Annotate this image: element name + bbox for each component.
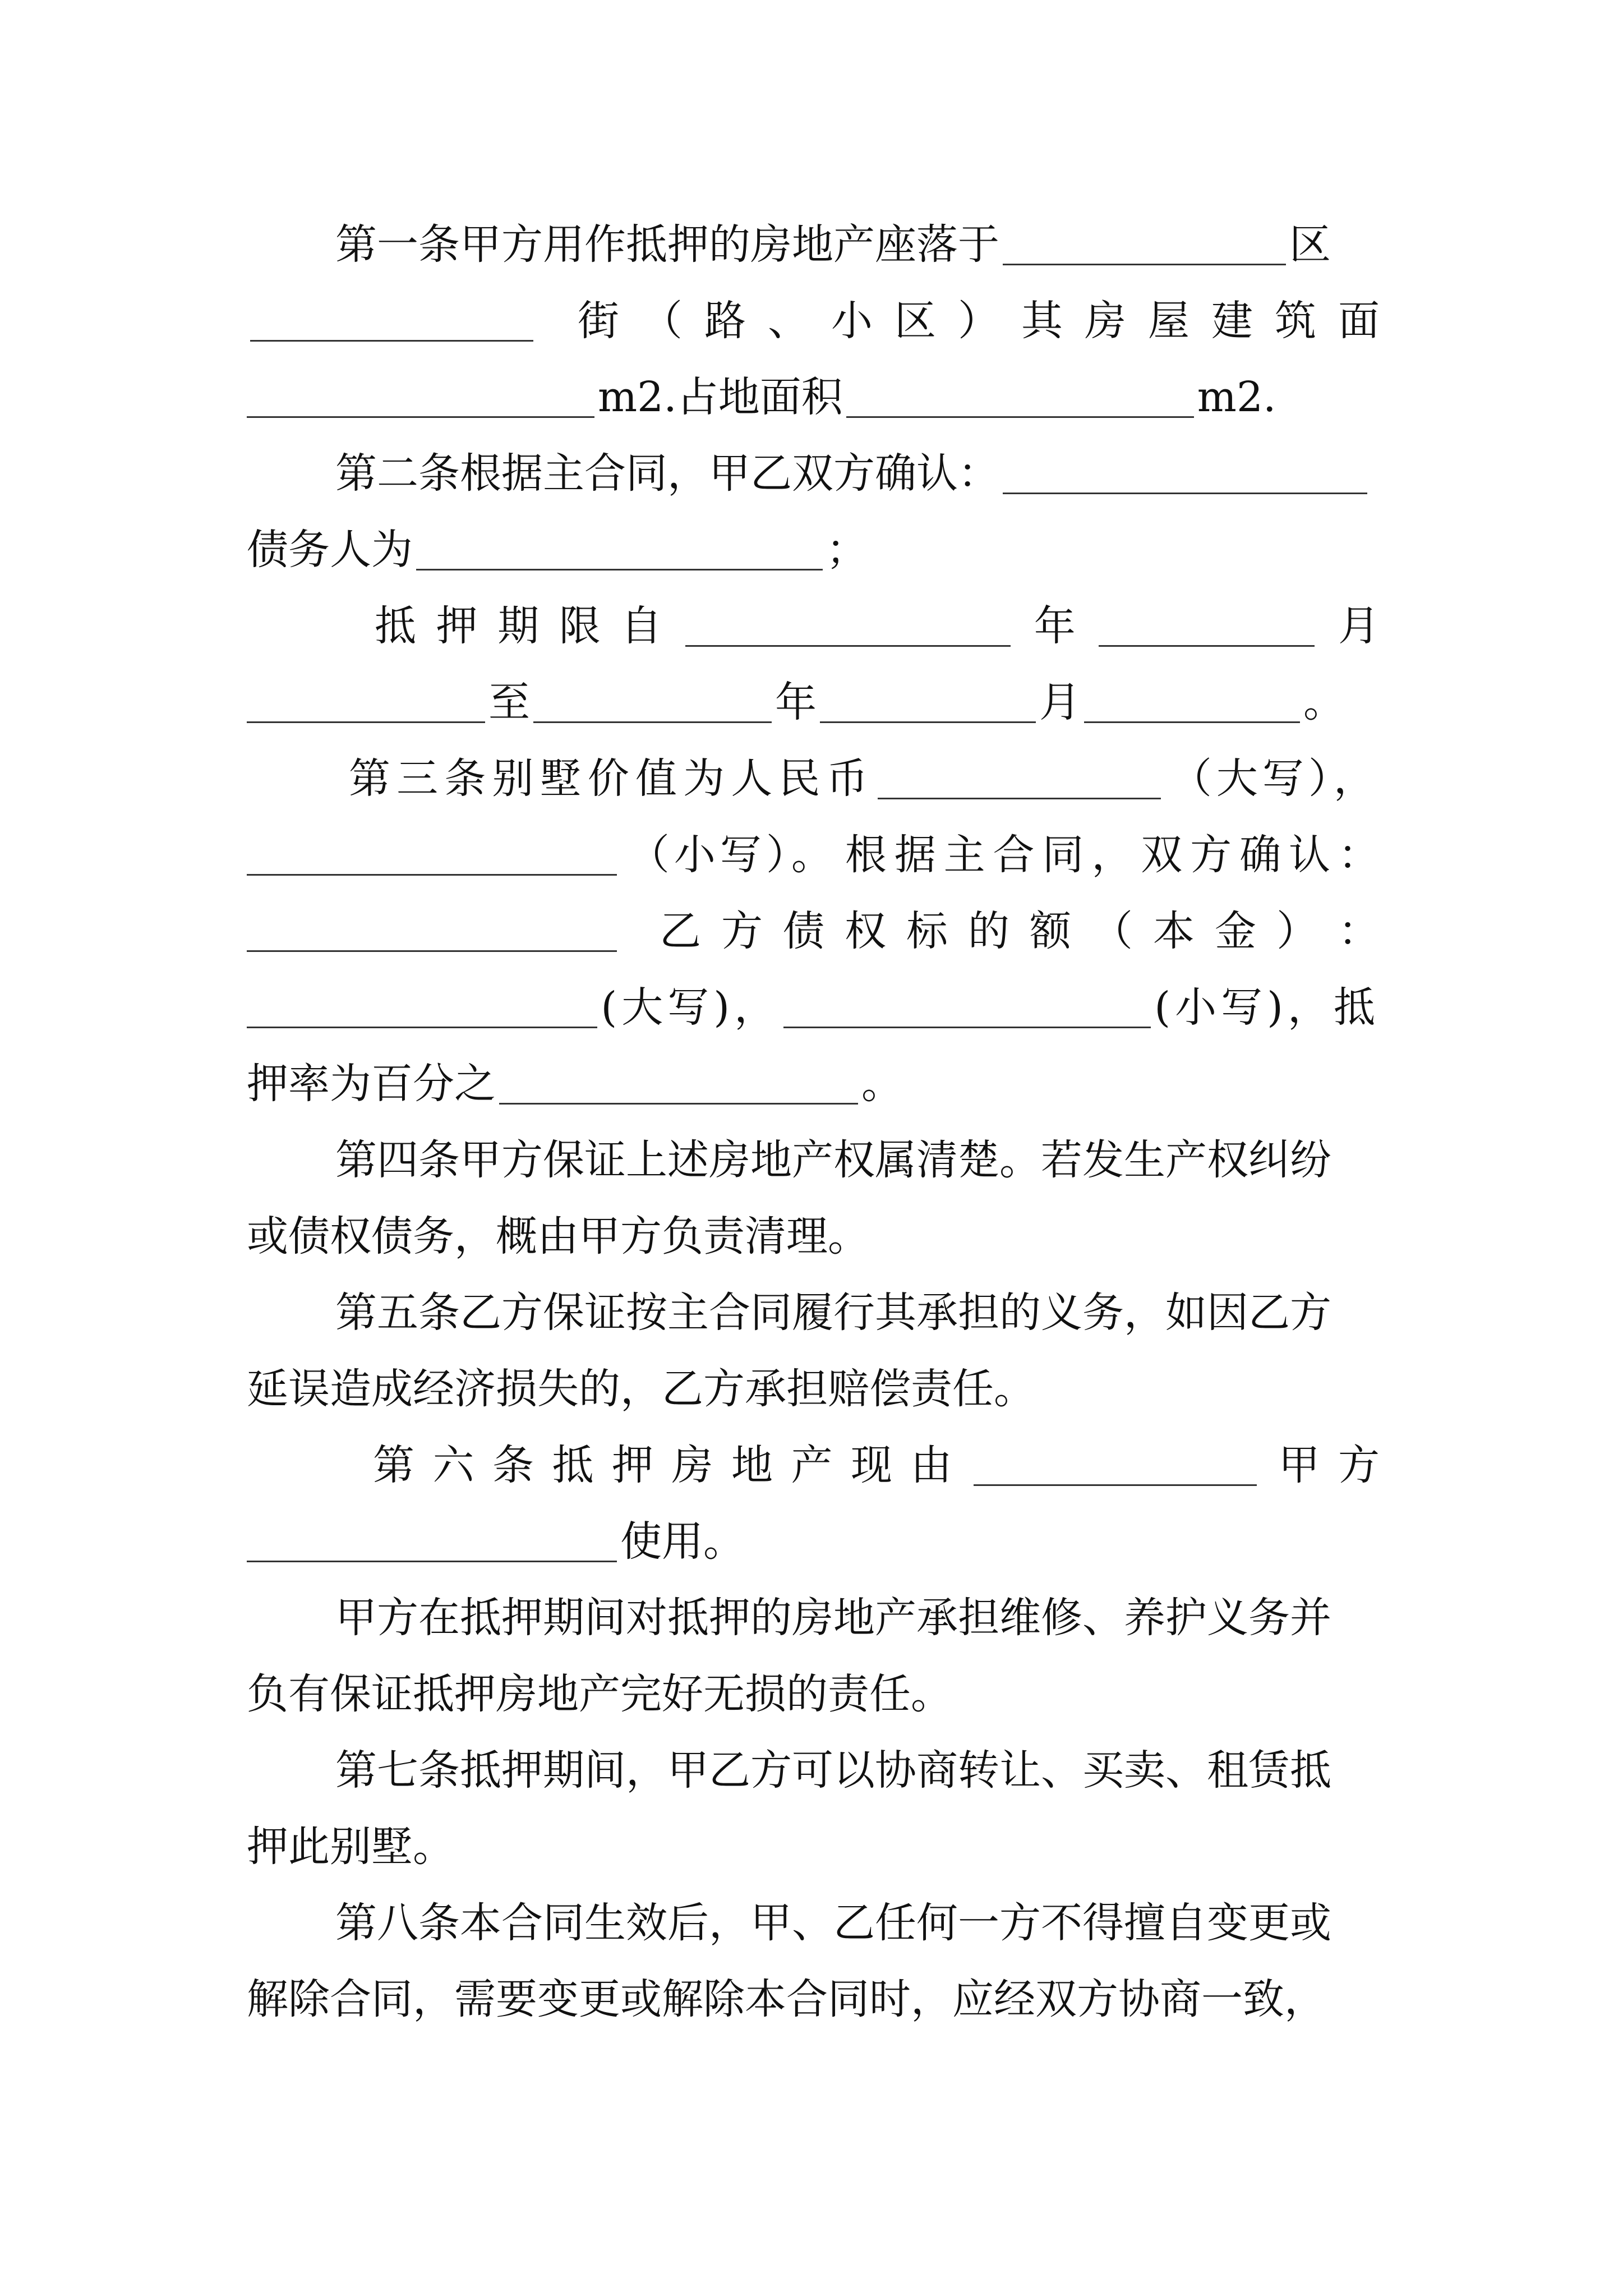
article3-line5 [247, 1050, 1380, 1117]
blank-end-day [247, 682, 485, 723]
article3-line4 [247, 974, 1380, 1041]
char: 金 [1215, 907, 1256, 955]
text: 。 [1303, 678, 1345, 726]
char: ， [1091, 831, 1133, 879]
char: ） [1276, 907, 1318, 955]
char: 限 [559, 602, 601, 650]
text: （小写）。 [628, 831, 837, 879]
char: 月 [1338, 602, 1380, 650]
text: 甲方在抵押期间对抵押的房地产承担维修、养护义务并 [335, 1594, 1331, 1642]
text: 第一条甲方用作抵押的房地产座落于 [335, 220, 999, 269]
blank-start-month [1099, 605, 1315, 646]
char: 自 [620, 602, 662, 650]
article8-line1 [335, 1889, 1380, 1957]
blank-value-lower [247, 834, 617, 875]
blank-start-year [685, 605, 1011, 646]
text: 第五条乙方保证按主合同履行其承担的义务，如因乙方 [335, 1289, 1331, 1337]
char: 主 [943, 831, 985, 879]
article8-line2 [247, 1966, 1402, 2033]
char: 合 [993, 831, 1035, 879]
blank-mortgage-rate [499, 1063, 858, 1104]
text: 押此别墅。 [247, 1823, 454, 1871]
char: 房 [1085, 297, 1126, 345]
text: 第二条根据主合同，甲乙双方确认： [335, 449, 999, 498]
char: 小 [831, 297, 873, 345]
blank-street [250, 300, 533, 341]
char: 、 [768, 297, 809, 345]
text: 债务人为 [247, 526, 413, 574]
char: 三 [396, 754, 439, 803]
char: 押 [436, 602, 478, 650]
char: 街 [578, 297, 619, 345]
char: 民 [778, 754, 820, 803]
char: 筑 [1275, 297, 1316, 345]
article3-line1 [349, 745, 1380, 812]
char: 别 [492, 754, 534, 803]
char: 墅 [540, 754, 582, 803]
blank-principal-lower [783, 987, 1151, 1028]
article4-line1 [335, 1126, 1380, 1194]
article7-line1 [335, 1737, 1380, 1804]
char: 房 [671, 1441, 713, 1489]
char: 额 [1030, 907, 1071, 955]
char: 第 [349, 754, 390, 803]
char: 押 [612, 1441, 653, 1489]
char: 现 [851, 1441, 892, 1489]
text: 负有保证抵押房地产完好无损的责任。 [247, 1670, 952, 1718]
char: 权 [845, 907, 886, 955]
article1-line3 [247, 364, 1380, 431]
article7-line2 [247, 1813, 1380, 1880]
article2-line1 [335, 440, 1380, 507]
char: 值 [635, 754, 677, 803]
char: 面 [1338, 297, 1380, 345]
article1-line1 [335, 211, 1380, 278]
article4-line2 [247, 1203, 1380, 1270]
blank-value-upper [878, 758, 1161, 799]
char: 确 [1239, 831, 1281, 879]
article5-line1 [335, 1279, 1380, 1346]
char: 抵 [375, 602, 416, 650]
char: 路 [704, 297, 746, 345]
text: (小写)，抵 [1154, 983, 1380, 1032]
text: 使用。 [620, 1517, 745, 1566]
char: 根 [845, 831, 887, 879]
article2-line4 [247, 669, 1380, 736]
text: 解除合同，需要变更或解除本合同时，应经双方协商一致， [247, 1975, 1326, 2023]
text: 第七条抵押期间，甲乙方可以协商转让、买卖、租赁抵 [335, 1746, 1331, 1795]
char: 期 [497, 602, 540, 650]
char: 屋 [1148, 297, 1189, 345]
char: 币 [826, 754, 868, 803]
text: 区 [1289, 220, 1331, 269]
char: 方 [721, 907, 763, 955]
text: 月 [1039, 678, 1081, 726]
maintenance-line2 [247, 1660, 1380, 1728]
char: 同 [1042, 831, 1084, 879]
char: 为 [683, 754, 725, 803]
char: 由 [910, 1441, 952, 1489]
char: 价 [587, 754, 629, 803]
text: 延误造成经济损失的，乙方承担赔偿责任。 [247, 1365, 1035, 1413]
article2-line2 [247, 516, 1380, 583]
char: 抵 [552, 1441, 594, 1489]
text: 第四条甲方保证上述房地产权属清楚。若发生产权纠纷 [335, 1136, 1331, 1184]
char: ： [1338, 831, 1380, 879]
char: 方 [1190, 831, 1232, 879]
text: 占地面积 [676, 373, 843, 421]
blank-end-year [533, 682, 772, 723]
text: 年 [775, 678, 817, 726]
blank-end-month [820, 682, 1036, 723]
article2-line3 [375, 592, 1380, 660]
char: 方 [1338, 1441, 1380, 1489]
text: ； [826, 526, 868, 574]
article1-line2 [247, 287, 1380, 355]
blank-usage [247, 1521, 617, 1562]
text: (大写)， [601, 983, 781, 1032]
text: 第八条本合同生效后，甲、乙任何一方不得擅自变更或 [335, 1899, 1331, 1947]
article6-line1 [373, 1432, 1380, 1499]
char: 认 [1288, 831, 1330, 879]
char: 年 [1034, 602, 1076, 650]
blank-end-date [1084, 682, 1300, 723]
char: 债 [783, 907, 824, 955]
blank-confirm-amount [247, 910, 617, 951]
char: 六 [432, 1441, 474, 1489]
char: 人 [731, 754, 773, 803]
char: 标 [906, 907, 948, 955]
article3-line3 [247, 898, 1380, 965]
char: 条 [492, 1441, 534, 1489]
char: 的 [968, 907, 1009, 955]
char: 建 [1211, 297, 1253, 345]
text: （大写）， [1170, 754, 1380, 803]
char: 地 [731, 1441, 773, 1489]
char: （ [641, 297, 683, 345]
maintenance-line1 [335, 1584, 1380, 1651]
blank-district [1003, 224, 1286, 265]
text: 押率为百分之 [247, 1060, 496, 1108]
blank-principal-upper [247, 987, 597, 1028]
char: 双 [1141, 831, 1183, 879]
char: 第 [373, 1441, 414, 1489]
article5-line2 [247, 1355, 1380, 1423]
blank-confirm [1003, 453, 1367, 494]
char: 据 [894, 831, 936, 879]
text: 或债权债务，概由甲方负责清理。 [247, 1212, 869, 1260]
char: 乙 [660, 907, 701, 955]
char: ： [1338, 907, 1380, 955]
char: ） [958, 297, 999, 345]
char: 区 [895, 297, 936, 345]
char: （ [1091, 907, 1133, 955]
text: m2. [598, 373, 677, 421]
blank-land-area [846, 376, 1194, 417]
article3-line2 [247, 821, 1380, 889]
char: 甲 [1278, 1441, 1320, 1489]
text: 。 [861, 1060, 903, 1108]
blank-building-area [247, 376, 594, 417]
article6-line2 [247, 1508, 1380, 1575]
char: 本 [1153, 907, 1195, 955]
char: 其 [1021, 297, 1063, 345]
char: 条 [444, 754, 486, 803]
blank-current-user [974, 1444, 1257, 1485]
char: 产 [791, 1441, 833, 1489]
blank-debtor [416, 529, 823, 570]
text: m2. [1197, 373, 1276, 421]
text: 至 [488, 678, 530, 726]
